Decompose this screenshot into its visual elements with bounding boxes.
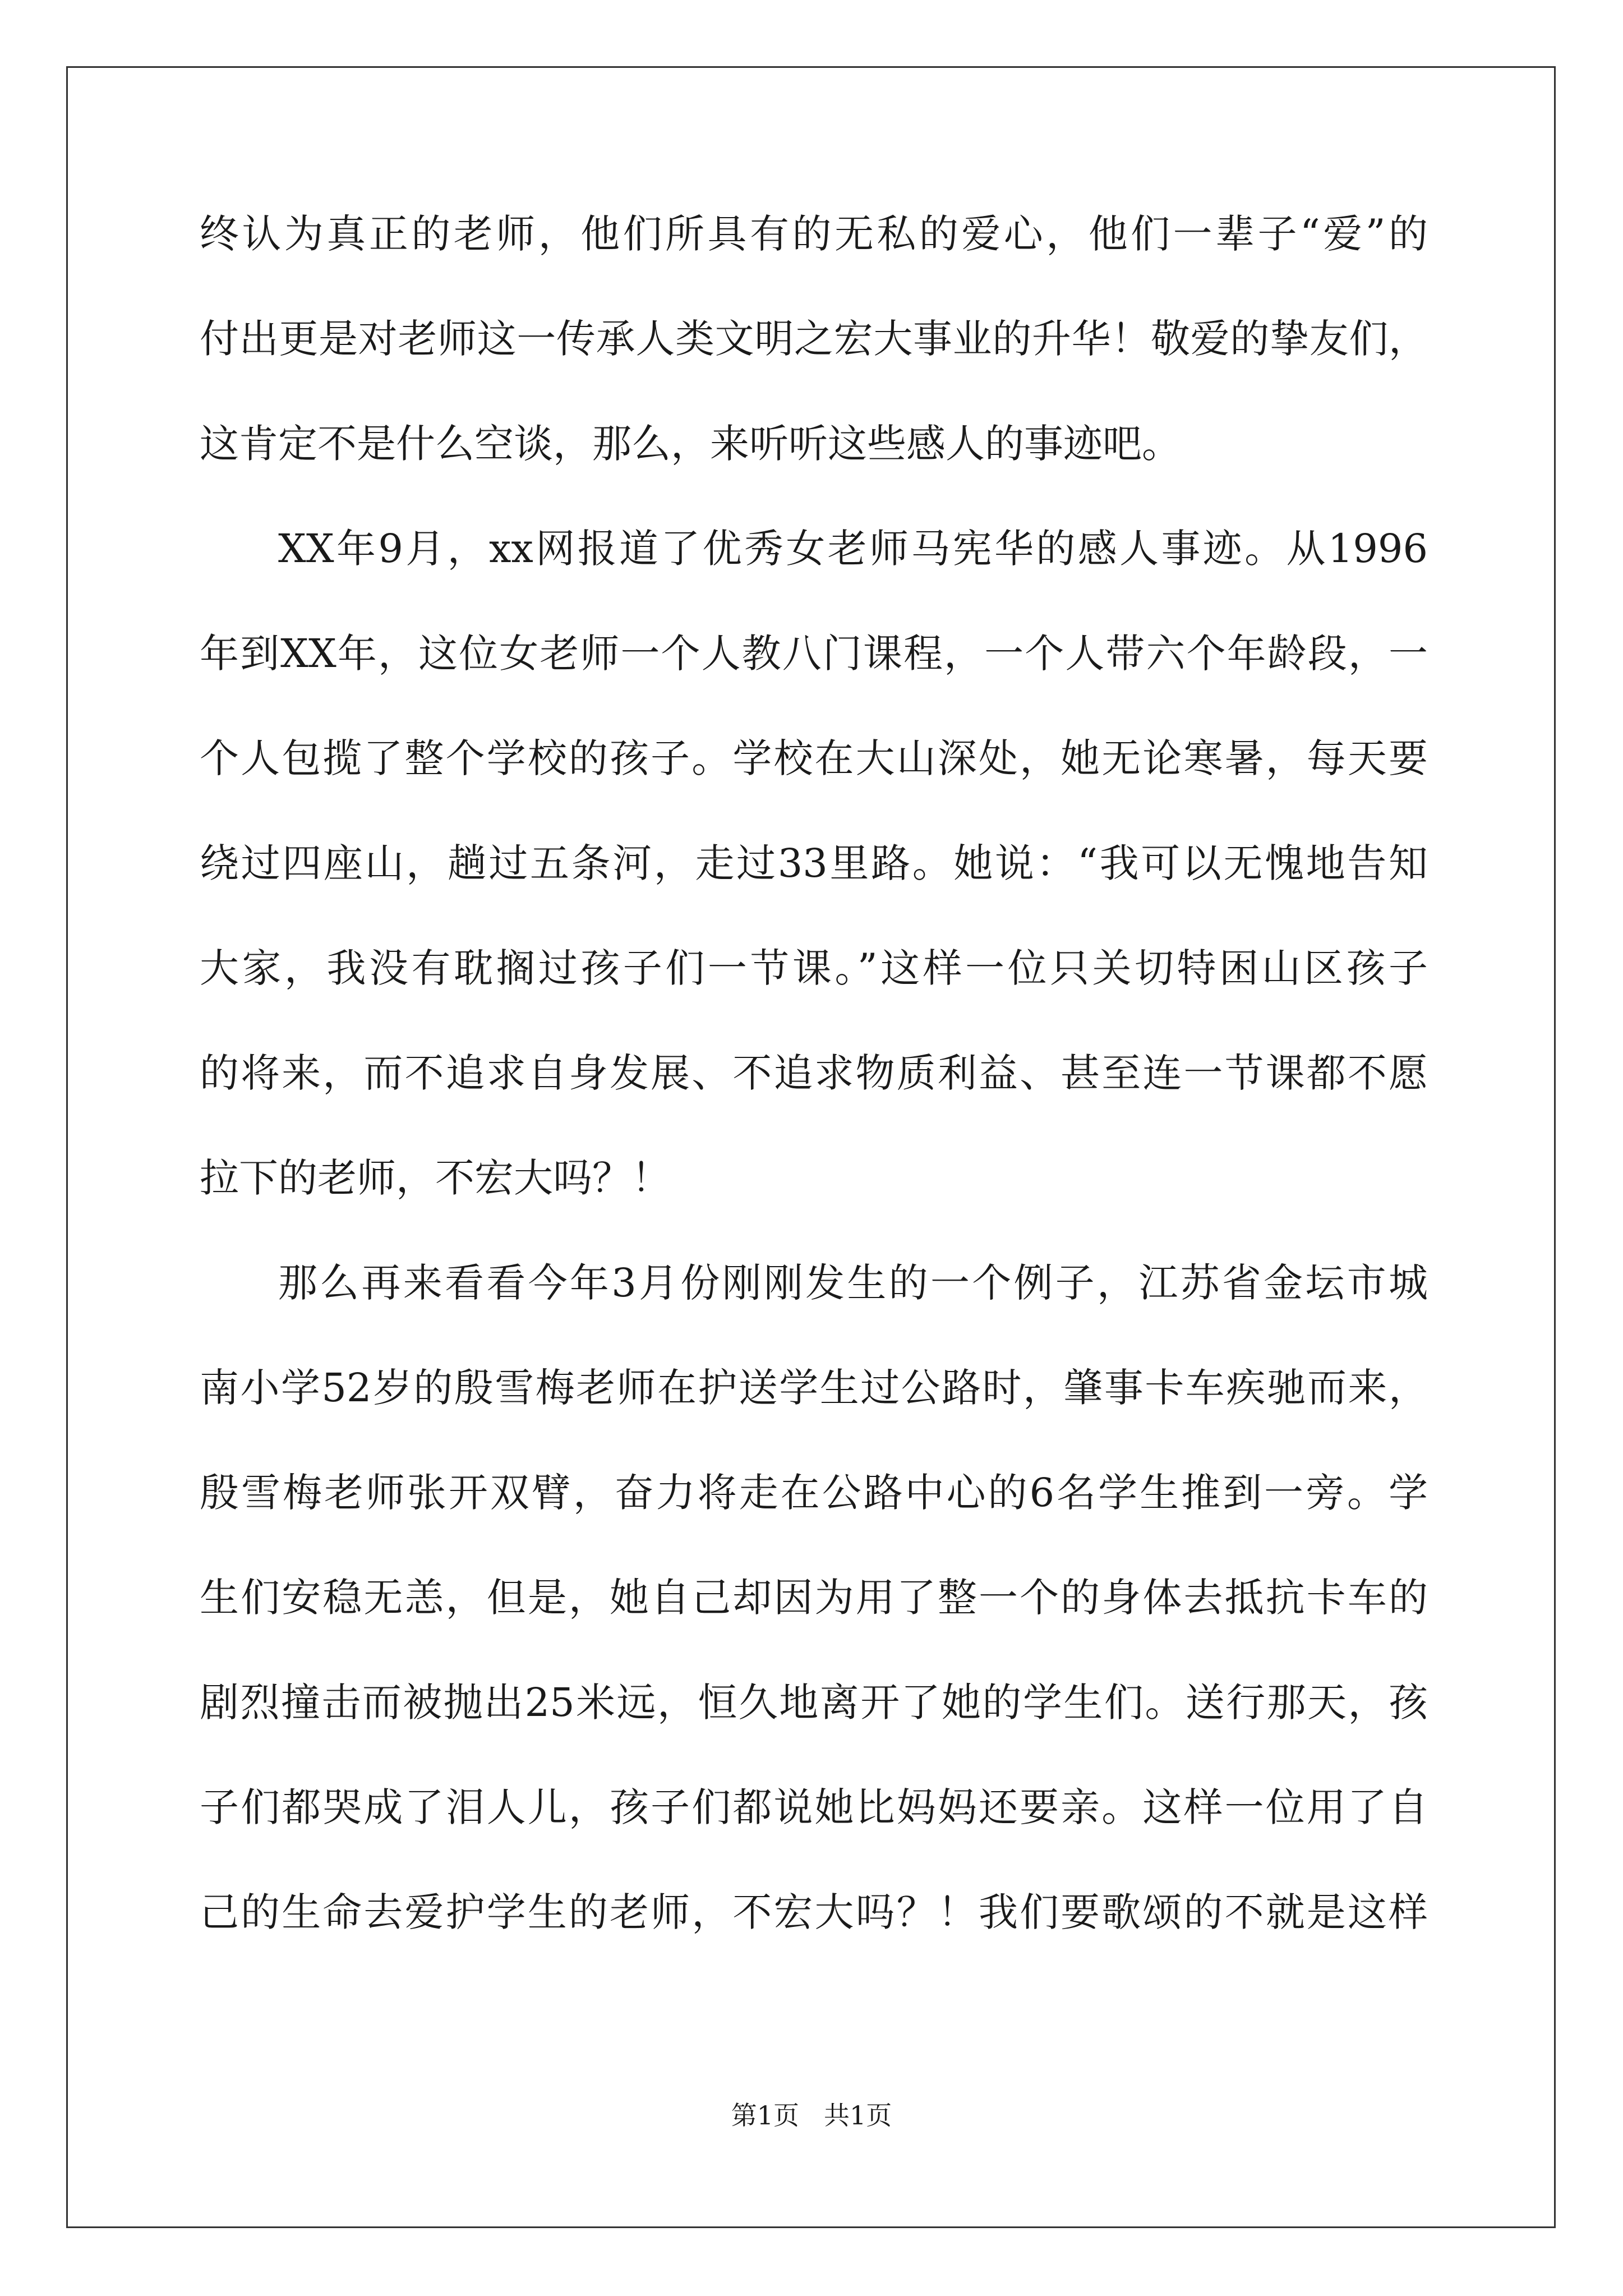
- text-line: 生们安稳无恙，但是，她自己却因为用了整一个的身体去抵抗卡车的: [200, 1575, 1428, 1621]
- page-total: 共1页: [823, 2100, 892, 2131]
- text-line: 拉下的老师，不宏大吗？！: [200, 1155, 671, 1201]
- text-line: 那么再来看看今年3月份刚刚发生的一个例子，江苏省金坛市城: [278, 1260, 1428, 1306]
- text-line: 剧烈撞击而被抛出25米远，恒久地离开了她的学生们。送行那天，孩: [200, 1680, 1428, 1726]
- page-footer: [0, 2095, 1623, 2132]
- text-line: XX年9月，xx网报道了优秀女老师马宪华的感人事迹。从1996: [278, 526, 1428, 572]
- text-line: 殷雪梅老师张开双臂，奋力将走在公路中心的6名学生推到一旁。学: [200, 1470, 1428, 1516]
- text-line: 大家，我没有耽搁过孩子们一节课。”这样一位只关切特困山区孩子: [200, 945, 1428, 991]
- text-line: 绕过四座山，趟过五条河，走过33里路。她说：“我可以无愧地告知: [200, 840, 1428, 886]
- text-line: 己的生命去爱护学生的老师，不宏大吗？！我们要歌颂的不就是这样: [200, 1889, 1428, 1935]
- page-number: 第1页: [731, 2100, 800, 2131]
- text-line: 这肯定不是什么空谈，那么，来听听这些感人的事迹吧。: [200, 421, 1181, 467]
- text-line: 终认为真正的老师，他们所具有的无私的爱心，他们一辈子“爱”的: [200, 211, 1428, 257]
- text-line: 年到XX年，这位女老师一个人教八门课程，一个人带六个年龄段，一: [200, 631, 1428, 677]
- text-line: 个人包揽了整个学校的孩子。学校在大山深处，她无论寒暑，每天要: [200, 735, 1428, 781]
- text-line: 的将来，而不追求自身发展、不追求物质利益、甚至连一节课都不愿: [200, 1050, 1428, 1096]
- text-line: 南小学52岁的殷雪梅老师在护送学生过公路时，肇事卡车疾驰而来，: [200, 1365, 1428, 1411]
- text-line: 子们都哭成了泪人儿，孩子们都说她比妈妈还要亲。这样一位用了自: [200, 1784, 1428, 1830]
- text-line: 付出更是对老师这一传承人类文明之宏大事业的升华！敬爱的挚友们，: [200, 316, 1428, 362]
